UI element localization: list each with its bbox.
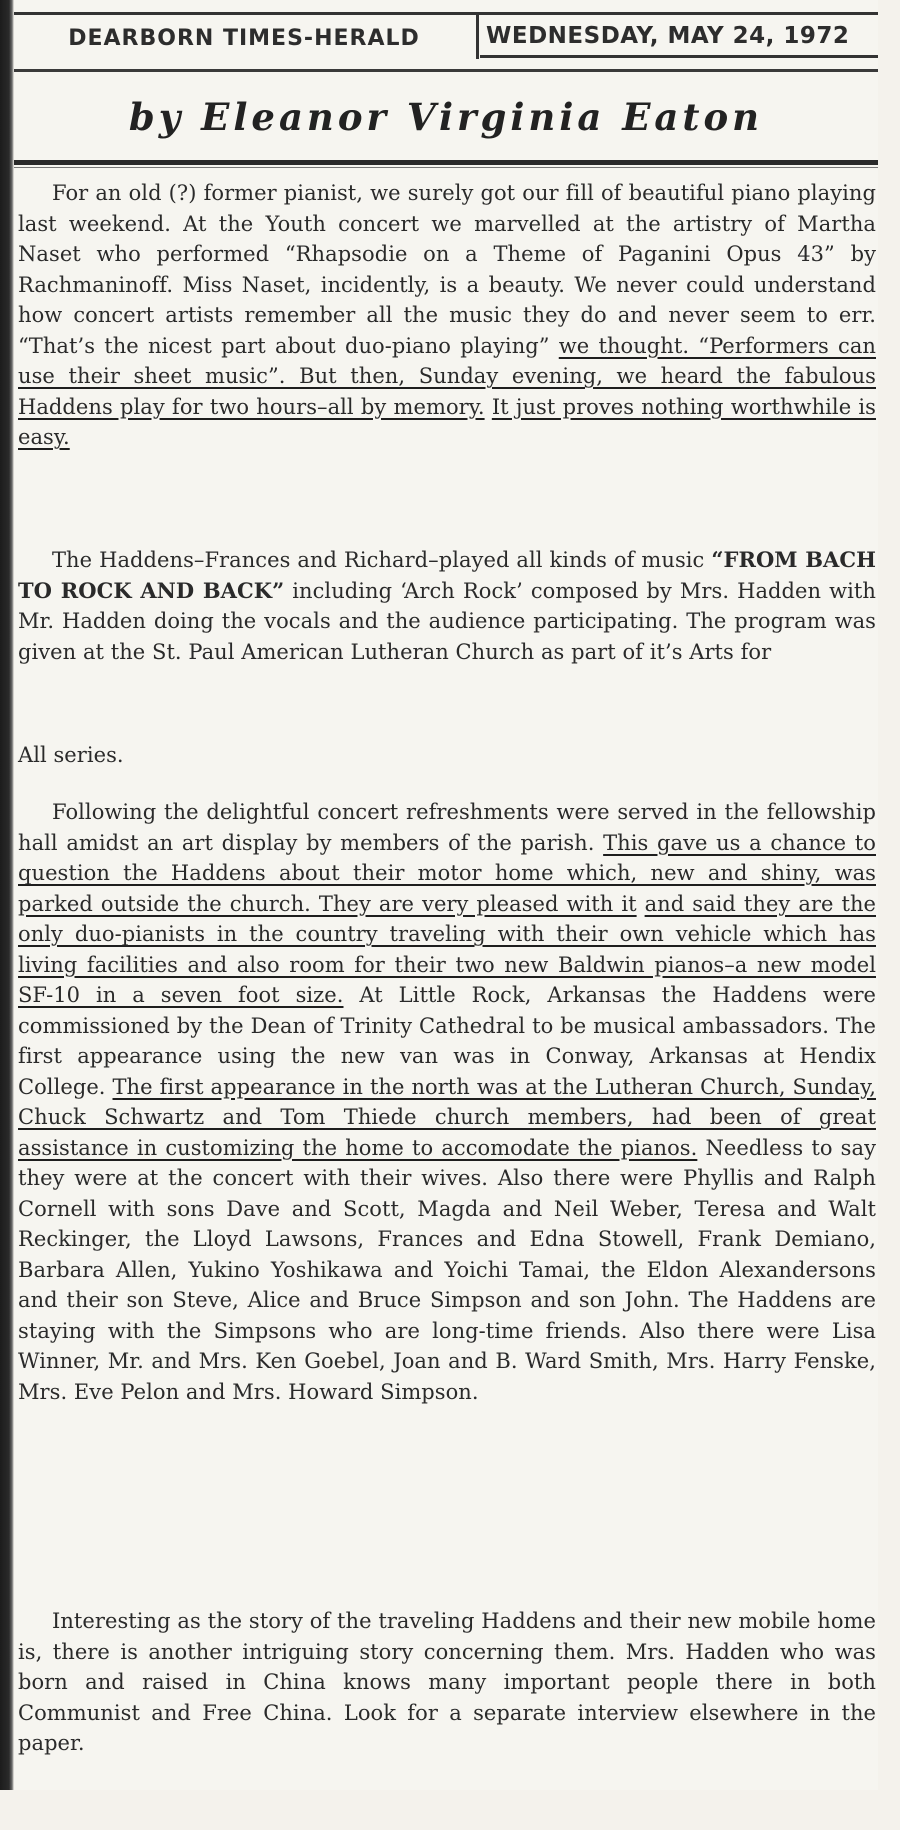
paragraph-4-underlined-1: This gave us a chance to question the Haddens about their motor home which, new and shiny, was parked outside the church. They are very pleased with it bbox=[18, 830, 876, 916]
publication-date: WEDNESDAY, MAY 24, 1972 bbox=[486, 23, 850, 49]
masthead-bottom-rule bbox=[14, 69, 878, 72]
newspaper-clipping bbox=[14, 0, 878, 1790]
masthead bbox=[14, 12, 878, 61]
paragraph-2-program-title: “FROM BACH TO ROCK AND BACK” bbox=[18, 547, 877, 603]
byline-rule bbox=[14, 160, 878, 165]
paragraph-1 bbox=[18, 178, 876, 453]
paragraph-1-text: For an old (?) former pianist, we surely got our fill of beautiful piano playing last weekend. At the Youth concert we marvelled at the artistry of Martha Naset who performed “Rhapsodie on a Theme of Paganini Opus 43” by Rachmaninoff. Miss Naset, incidently, is a beauty. We never could understand how concert artists remember all the music they do and never seem to err. “That’s the nicest part about duo-piano playing” bbox=[18, 181, 876, 358]
masthead-divider bbox=[476, 15, 479, 59]
paragraph-3: All series. bbox=[18, 743, 124, 767]
paragraph-2-text: The Haddens–Frances and Richard–played all kinds of music bbox=[52, 548, 712, 572]
paragraph-4-text-end: Needless to say they were at the concert with their wives. Also there were Phyllis and Ralph Cornell with sons Dave and Scott, Magda and Neil Weber, Teresa and Walt Reckinger, the Lloyd Lawsons, Frances and Edna Stowell, Frank Demiano, Barbara Allen, Yukino Yoshikawa and Yoichi Tamai, the Eldon Alexandersons and their son Steve, Alice and Bruce Simpson and son John. The Haddens are staying with the Simpsons who are long-time friends. Also there were Lisa Winner, Mr. and Mrs. Ken Goebel, Joan and B. Ward Smith, Mrs. Harry Fenske, Mrs. Eve Pelon and Mrs. Howard Simpson. bbox=[18, 1135, 876, 1404]
paragraph-4-text-middle: At Little Rock, Arkansas the Haddens were commissioned by the Dean of Trinity Cathedral to be musical ambassadors. The first appearance using the new van was in Conway, Arkansas at Hendix College. bbox=[18, 983, 877, 1099]
paragraph-1-underlined-1: we thought. “Performers can use their sheet music”. But then, Sunday evening, we heard the fabulous Haddens play for two hours–all by memory. bbox=[18, 333, 876, 419]
paragraph-2 bbox=[18, 545, 876, 667]
date-underline bbox=[480, 55, 878, 58]
paragraph-4-gap bbox=[637, 892, 645, 916]
scan-left-edge bbox=[0, 0, 14, 1790]
paragraph-5: Interesting as the story of the traveling Haddens and their new mobile home is, there is another intriguing story concerning them. Mrs. Hadden who was born and raised in China knows many important people there in both Communist and Free China. Look for a separate interview elsewhere in the paper. bbox=[18, 1609, 876, 1755]
byline: by Eleanor Virginia Eaton bbox=[128, 95, 764, 139]
byline-rule-thin bbox=[14, 167, 878, 168]
paragraph-1-underlined-2: It just proves nothing worthwhile is easy. bbox=[18, 394, 876, 449]
paragraph-2-text-rest: including ‘Arch Rock’ composed by Mrs. Hadden with Mr. Hadden doing the vocals and the audience participating. The program was given at the St. Paul American Lutheran Church as part of it’s Arts for bbox=[18, 578, 876, 664]
paragraph-4-underlined-3: The first appearance in the north was at the Lutheran Church, Sunday, Chuck Schwartz and Tom Thiede church members, had been of great assistance in customizing the home to accomodate the pianos. bbox=[18, 1074, 877, 1160]
paragraph-4-text: Following the delightful concert refreshments were served in the fellowship hall amidst an art display by members of the parish. bbox=[18, 800, 876, 855]
newspaper-name: DEARBORN TIMES-HERALD bbox=[68, 26, 420, 51]
paragraph-4 bbox=[18, 797, 876, 1407]
paragraph-1-gap bbox=[485, 395, 492, 419]
paragraph-4-underlined-2: and said they are the only duo-pianists in the country traveling with their own vehicle which has living facilities and also room for their two new Baldwin pianos–a new model SF-10 in a seven foot size. bbox=[18, 891, 876, 1007]
